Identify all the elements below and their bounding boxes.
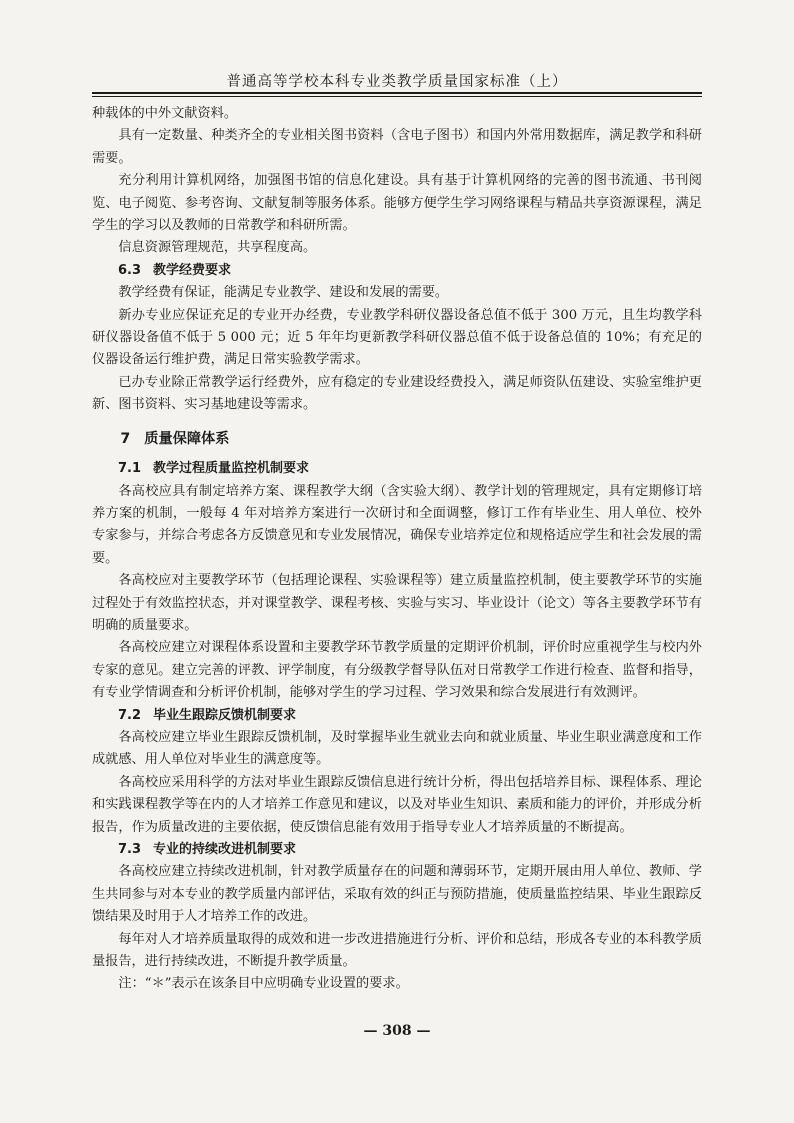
section-heading-7-2 [92,705,702,727]
header-rule-thin [92,96,702,97]
paragraph: 各高校应建立持续改进机制，针对教学质量存在的问题和薄弱环节，定期开展由用人单位、教师、学生共同参与对本专业的教学质量内部评估，采取有效的纠正与预防措施，使质量监控结果、毕业生跟踪反馈结果及时用于人才培养工作的改进。 [92,864,702,925]
section-heading-7-1 [92,458,702,480]
section-title: 教学过程质量监控机制要求 [153,461,310,477]
section-title: 质量保障体系 [144,430,230,447]
paragraph: 各高校应采用科学的方法对毕业生跟踪反馈信息进行统计分析，得出包括培养目标、课程体系、理论和实践课程教学等在内的人才培养工作意见和建议，以及对毕业生知识、素质和能力的评价，并形成分析报告，作为质量改进的主要依据，使反馈信息能有效用于指导专业人才培养质量的不断提高。 [92,774,702,835]
header-rule [92,92,702,94]
section-title: 毕业生跟踪反馈机制要求 [153,707,297,723]
page-content [92,103,702,996]
paragraph: 新办专业应保证充足的专业开办经费，专业教学科研仪器设备总值不低于 300 万元，且生均教学科研仪器设备值不低于 5 000 元；近 5 年年均更新教学科研仪器总值不低于设备总值的 10%；有充足的仪器设备运行维护费，满足日常实验教学需求。 [92,307,702,368]
section-number: 6.3 [118,262,142,278]
section-number: 7.1 [118,461,142,477]
page-header: 普通高等学校本科专业类教学质量国家标准（上） [226,74,568,90]
paragraph: 各高校应建立对课程体系设置和主要教学环节教学质量的定期评价机制，评价时应重视学生与校内外专家的意见。建立完善的评教、评学制度，有分级教学督导队伍对日常教学工作进行检查、监督和指导，有专业学情调查和分析评价机制，能够对学生的学习过程、学习效果和综合发展进行有效测评。 [92,640,702,701]
paragraph: 各高校应具有制定培养方案、课程教学大纲（含实验大纲）、教学计划的管理规定，具有定期修订培养方案的机制，一般每 4 年对培养方案进行一次研讨和全面调整，修订工作有毕业生、用人单位、校外专家参与，并综合考虑各方反馈意见和专业发展情况，确保专业培养定位和规格适应学生和社会发展的需要。 [92,483,702,566]
paragraph: 每年对人才培养质量取得的成效和进一步改进措施进行分析、评价和总结，形成各专业的本科教学质量报告，进行持续改进，不断提升教学质量。 [92,931,702,970]
paragraph: 种载体的中外文献资料。 [92,106,238,121]
footnote: 注：“＊”表示在该条目中应明确专业设置的要求。 [118,976,409,992]
section-heading-7-3 [92,839,702,861]
paragraph: 充分利用计算机网络，加强图书馆的信息化建设。具有基于计算机网络的完善的图书流通、书刊阅览、电子阅览、参考咨询、文献复制等服务体系。能够方便学生学习网络课程与精品共享资源课程，满足学生的学习以及教师的日常教学和科研所需。 [92,173,702,234]
paragraph: 信息资源管理规范，共享程度高。 [118,240,317,256]
paragraph: 各高校应建立毕业生跟踪反馈机制，及时掌握毕业生就业去向和就业质量、毕业生职业满意度和工作成就感、用人单位对毕业生的满意度等。 [92,729,702,768]
section-heading-7 [92,428,702,450]
section-title: 专业的持续改进机制要求 [153,842,297,857]
section-number: 7 [120,430,131,447]
section-number: 7.2 [118,707,142,723]
section-heading-6-3 [92,260,702,282]
paragraph: 各高校应对主要教学环节（包括理论课程、实验课程等）建立质量监控机制，使主要教学环节的实施过程处于有效监控状态，并对课堂教学、课程考核、实验与实习、毕业设计（论文）等各主要教学环节有明确的质量要求。 [92,573,702,633]
paragraph: 教学经费有保证，能满足专业教学、建设和发展的需要。 [118,285,449,301]
page-number: — 308 — [363,1023,431,1039]
section-title: 教学经费要求 [153,262,232,278]
paragraph: 已办专业除正常教学运行经费外，应有稳定的专业建设经费投入，满足师资队伍建设、实验室维护更新、图书资料、实习基地建设等需求。 [92,374,702,413]
section-number: 7.3 [118,842,142,857]
paragraph: 具有一定数量、种类齐全的专业相关图书资料（含电子图书）和国内外常用数据库，满足教学和科研需要。 [92,128,702,166]
